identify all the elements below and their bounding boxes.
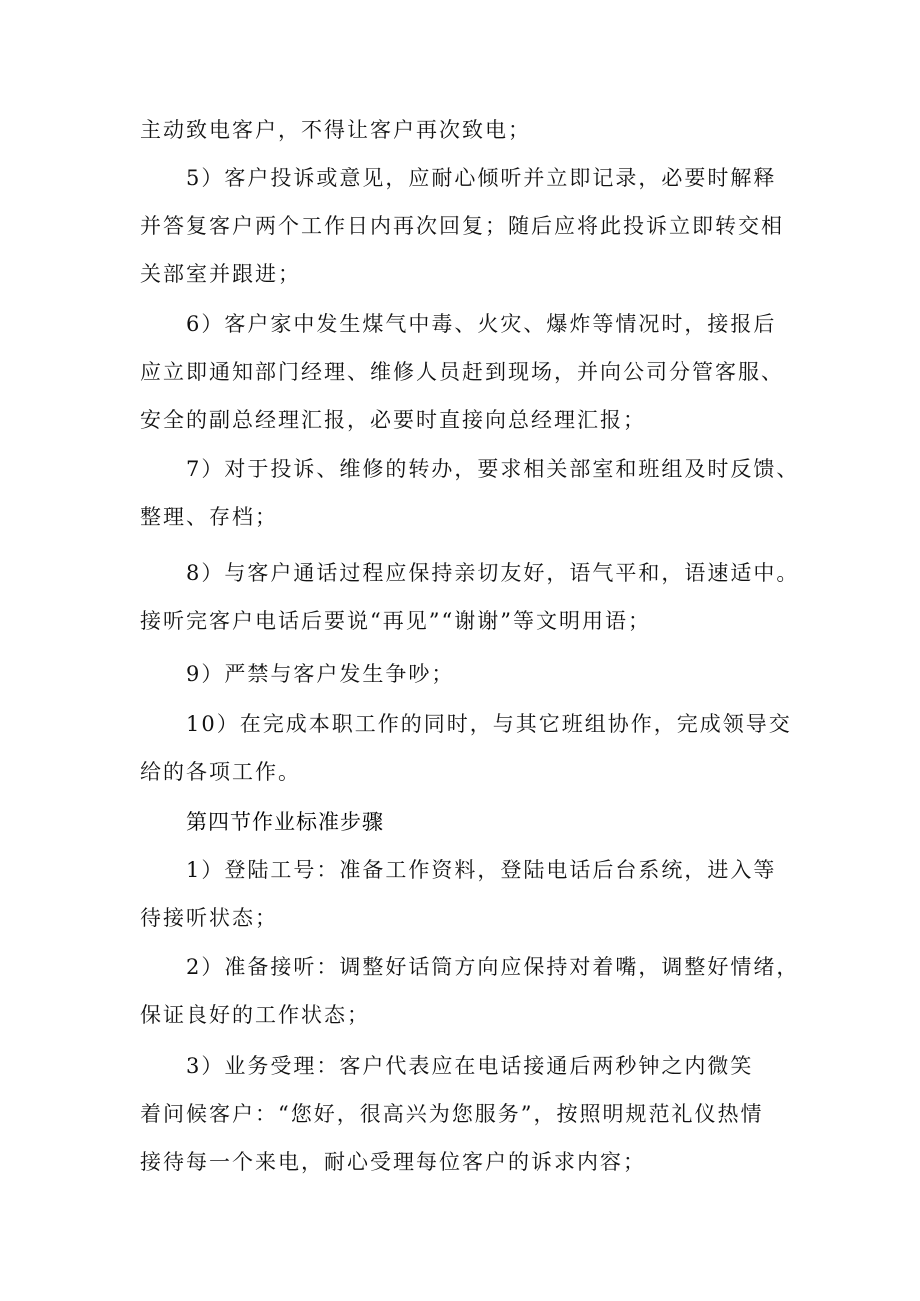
list-item-6-line-1: 6）客户家中发生煤气中毒、火灾、爆炸等情况时，接报后 [186,312,777,336]
step-3-line-2: 着问候客户：“您好，很高兴为您服务”，按照明规范礼仪热情 [140,1102,764,1126]
list-item-7-line-2: 整理、存档； [140,505,278,529]
list-item-5-line-1: 5）客户投诉或意见，应耐心倾听并立即记录，必要时解释 [186,166,777,190]
list-item-10-line-1: 10）在完成本职工作的同时，与其它班组协作，完成领导交 [186,712,792,736]
step-3-line-3: 接待每一个来电，耐心受理每位客户的诉求内容； [140,1150,646,1174]
list-item-6-line-3: 安全的副总经理汇报，必要时直接向总经理汇报； [140,408,646,432]
list-item-5-line-3: 关部室并跟进； [140,262,301,286]
list-item-10-line-2: 给的各项工作。 [140,760,301,784]
list-item-8-line-2: 接听完客户电话后要说“再见”“谢谢”等文明用语； [140,609,651,633]
step-3-line-1: 3）业务受理：客户代表应在电话接通后两秒钟之内微笑 [186,1054,754,1078]
step-1-line-1: 1）登陆工号：准备工作资料，登陆电话后台系统，进入等 [186,858,777,882]
list-item-9-line-1: 9）严禁与客户发生争吵； [186,662,455,686]
step-2-line-1: 2）准备接听：调整好话筒方向应保持对着嘴，调整好情绪， [186,955,800,979]
list-item-7-line-1: 7）对于投诉、维修的转办，要求相关部室和班组及时反馈、 [186,457,800,481]
step-1-line-2: 待接听状态； [140,906,278,930]
text-line: 主动致电客户，不得让客户再次致电； [140,118,531,142]
list-item-8-line-1: 8）与客户通话过程应保持亲切友好，语气平和，语速适中。 [186,561,800,585]
step-2-line-2: 保证良好的工作状态； [140,1003,370,1027]
section-heading: 第四节作业标准步骤 [186,810,384,834]
list-item-6-line-2: 应立即通知部门经理、维修人员赶到现场，并向公司分管客服、 [140,360,784,384]
list-item-5-line-2: 并答复客户两个工作日内再次回复；随后应将此投诉立即转交相 [140,214,784,238]
